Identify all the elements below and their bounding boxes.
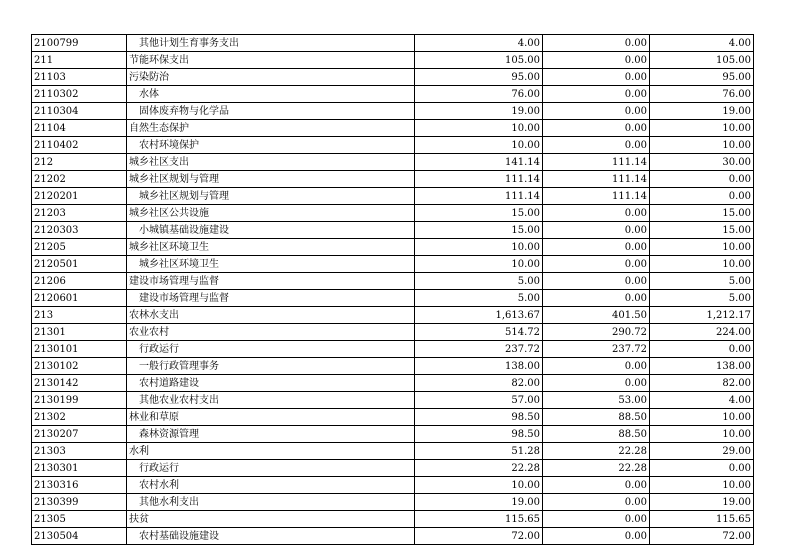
subject-code-cell: 213 [32, 307, 127, 324]
subject-name-cell: 农村环境保护 [127, 137, 415, 154]
table-row [32, 205, 754, 222]
table-row [32, 443, 754, 460]
table-row [32, 222, 754, 239]
project-expenditure-cell: 10.00 [650, 409, 754, 426]
subject-name-cell: 扶贫 [127, 511, 415, 528]
subject-code-cell: 2120303 [32, 222, 127, 239]
project-expenditure-cell: 82.00 [650, 375, 754, 392]
subject-name-cell: 农村道路建设 [127, 375, 415, 392]
subject-name-cell: 自然生态保护 [127, 120, 415, 137]
subject-name-cell: 其他农业农村支出 [127, 392, 415, 409]
table-row [32, 86, 754, 103]
project-expenditure-cell: 138.00 [650, 358, 754, 375]
total-amount-cell: 4.00 [415, 35, 543, 52]
subject-name-cell: 固体废弃物与化学品 [127, 103, 415, 120]
subject-name-cell: 水利 [127, 443, 415, 460]
table-row [32, 154, 754, 171]
table-row [32, 511, 754, 528]
total-amount-cell: 98.50 [415, 409, 543, 426]
subject-code-cell: 21301 [32, 324, 127, 341]
subject-code-cell: 21302 [32, 409, 127, 426]
total-amount-cell: 10.00 [415, 477, 543, 494]
basic-expenditure-cell: 401.50 [543, 307, 650, 324]
project-expenditure-cell: 115.65 [650, 511, 754, 528]
subject-name-cell: 城乡社区环境卫生 [127, 239, 415, 256]
table-row [32, 35, 754, 52]
basic-expenditure-cell: 0.00 [543, 103, 650, 120]
total-amount-cell: 514.72 [415, 324, 543, 341]
subject-name-cell: 城乡社区规划与管理 [127, 188, 415, 205]
total-amount-cell: 51.28 [415, 443, 543, 460]
table-row [32, 460, 754, 477]
table-row [32, 239, 754, 256]
basic-expenditure-cell: 0.00 [543, 86, 650, 103]
project-expenditure-cell: 10.00 [650, 256, 754, 273]
total-amount-cell: 111.14 [415, 171, 543, 188]
subject-code-cell: 21206 [32, 273, 127, 290]
subject-code-cell: 2100799 [32, 35, 127, 52]
subject-name-cell: 建设市场管理与监督 [127, 273, 415, 290]
basic-expenditure-cell: 88.50 [543, 409, 650, 426]
project-expenditure-cell: 72.00 [650, 528, 754, 545]
table-row [32, 171, 754, 188]
subject-name-cell: 其他计划生育事务支出 [127, 35, 415, 52]
basic-expenditure-cell: 88.50 [543, 426, 650, 443]
total-amount-cell: 138.00 [415, 358, 543, 375]
subject-code-cell: 21303 [32, 443, 127, 460]
table-row [32, 307, 754, 324]
subject-name-cell: 农林水支出 [127, 307, 415, 324]
table-row [32, 69, 754, 86]
total-amount-cell: 15.00 [415, 222, 543, 239]
table-row [32, 273, 754, 290]
project-expenditure-cell: 224.00 [650, 324, 754, 341]
table-row [32, 120, 754, 137]
total-amount-cell: 19.00 [415, 494, 543, 511]
subject-code-cell: 2120501 [32, 256, 127, 273]
basic-expenditure-cell: 111.14 [543, 171, 650, 188]
project-expenditure-cell: 10.00 [650, 239, 754, 256]
basic-expenditure-cell: 0.00 [543, 290, 650, 307]
subject-name-cell: 行政运行 [127, 460, 415, 477]
subject-code-cell: 211 [32, 52, 127, 69]
subject-name-cell: 农村基础设施建设 [127, 528, 415, 545]
total-amount-cell: 10.00 [415, 256, 543, 273]
subject-name-cell: 林业和草原 [127, 409, 415, 426]
total-amount-cell: 10.00 [415, 239, 543, 256]
project-expenditure-cell: 0.00 [650, 341, 754, 358]
basic-expenditure-cell: 237.72 [543, 341, 650, 358]
subject-code-cell: 2130316 [32, 477, 127, 494]
subject-name-cell: 城乡社区支出 [127, 154, 415, 171]
project-expenditure-cell: 0.00 [650, 171, 754, 188]
table-row [32, 392, 754, 409]
total-amount-cell: 5.00 [415, 290, 543, 307]
subject-name-cell: 城乡社区环境卫生 [127, 256, 415, 273]
basic-expenditure-cell: 0.00 [543, 137, 650, 154]
subject-code-cell: 21202 [32, 171, 127, 188]
subject-name-cell: 农业农村 [127, 324, 415, 341]
project-expenditure-cell: 10.00 [650, 477, 754, 494]
subject-name-cell: 水体 [127, 86, 415, 103]
basic-expenditure-cell: 0.00 [543, 222, 650, 239]
table-body [32, 35, 754, 545]
basic-expenditure-cell: 53.00 [543, 392, 650, 409]
total-amount-cell: 10.00 [415, 137, 543, 154]
basic-expenditure-cell: 290.72 [543, 324, 650, 341]
project-expenditure-cell: 15.00 [650, 222, 754, 239]
project-expenditure-cell: 10.00 [650, 120, 754, 137]
table-row [32, 528, 754, 545]
subject-name-cell: 行政运行 [127, 341, 415, 358]
project-expenditure-cell: 4.00 [650, 35, 754, 52]
subject-code-cell: 2130207 [32, 426, 127, 443]
total-amount-cell: 76.00 [415, 86, 543, 103]
table-row [32, 256, 754, 273]
basic-expenditure-cell: 0.00 [543, 120, 650, 137]
project-expenditure-cell: 5.00 [650, 273, 754, 290]
total-amount-cell: 98.50 [415, 426, 543, 443]
subject-code-cell: 2120601 [32, 290, 127, 307]
project-expenditure-cell: 19.00 [650, 494, 754, 511]
project-expenditure-cell: 105.00 [650, 52, 754, 69]
basic-expenditure-cell: 0.00 [543, 511, 650, 528]
total-amount-cell: 5.00 [415, 273, 543, 290]
table-row [32, 477, 754, 494]
project-expenditure-cell: 30.00 [650, 154, 754, 171]
basic-expenditure-cell: 0.00 [543, 69, 650, 86]
total-amount-cell: 19.00 [415, 103, 543, 120]
basic-expenditure-cell: 0.00 [543, 273, 650, 290]
subject-name-cell: 其他水利支出 [127, 494, 415, 511]
subject-code-cell: 2130101 [32, 341, 127, 358]
basic-expenditure-cell: 0.00 [543, 375, 650, 392]
subject-name-cell: 农村水利 [127, 477, 415, 494]
subject-code-cell: 2130301 [32, 460, 127, 477]
table-row [32, 375, 754, 392]
subject-name-cell: 森林资源管理 [127, 426, 415, 443]
subject-name-cell: 建设市场管理与监督 [127, 290, 415, 307]
basic-expenditure-cell: 0.00 [543, 52, 650, 69]
project-expenditure-cell: 15.00 [650, 205, 754, 222]
subject-code-cell: 21305 [32, 511, 127, 528]
project-expenditure-cell: 10.00 [650, 137, 754, 154]
total-amount-cell: 95.00 [415, 69, 543, 86]
total-amount-cell: 105.00 [415, 52, 543, 69]
total-amount-cell: 237.72 [415, 341, 543, 358]
total-amount-cell: 111.14 [415, 188, 543, 205]
subject-name-cell: 污染防治 [127, 69, 415, 86]
table-row [32, 426, 754, 443]
subject-code-cell: 2130504 [32, 528, 127, 545]
subject-name-cell: 城乡社区公共设施 [127, 205, 415, 222]
project-expenditure-cell: 19.00 [650, 103, 754, 120]
basic-expenditure-cell: 0.00 [543, 205, 650, 222]
total-amount-cell: 82.00 [415, 375, 543, 392]
subject-name-cell: 小城镇基础设施建设 [127, 222, 415, 239]
subject-code-cell: 2130142 [32, 375, 127, 392]
project-expenditure-cell: 76.00 [650, 86, 754, 103]
basic-expenditure-cell: 0.00 [543, 528, 650, 545]
total-amount-cell: 22.28 [415, 460, 543, 477]
subject-code-cell: 2110304 [32, 103, 127, 120]
table-row [32, 52, 754, 69]
table-row [32, 324, 754, 341]
project-expenditure-cell: 1,212.17 [650, 307, 754, 324]
basic-expenditure-cell: 0.00 [543, 239, 650, 256]
table-row [32, 494, 754, 511]
project-expenditure-cell: 10.00 [650, 426, 754, 443]
project-expenditure-cell: 0.00 [650, 460, 754, 477]
project-expenditure-cell: 29.00 [650, 443, 754, 460]
project-expenditure-cell: 0.00 [650, 188, 754, 205]
project-expenditure-cell: 5.00 [650, 290, 754, 307]
total-amount-cell: 1,613.67 [415, 307, 543, 324]
basic-expenditure-cell: 0.00 [543, 494, 650, 511]
basic-expenditure-cell: 22.28 [543, 443, 650, 460]
subject-code-cell: 2120201 [32, 188, 127, 205]
subject-code-cell: 2110302 [32, 86, 127, 103]
budget-expenditure-table [31, 34, 754, 545]
table-row [32, 103, 754, 120]
total-amount-cell: 57.00 [415, 392, 543, 409]
total-amount-cell: 141.14 [415, 154, 543, 171]
table-row [32, 409, 754, 426]
subject-name-cell: 一般行政管理事务 [127, 358, 415, 375]
subject-code-cell: 21205 [32, 239, 127, 256]
subject-code-cell: 212 [32, 154, 127, 171]
subject-name-cell: 城乡社区规划与管理 [127, 171, 415, 188]
total-amount-cell: 10.00 [415, 120, 543, 137]
table-row [32, 137, 754, 154]
subject-code-cell: 2130102 [32, 358, 127, 375]
table-row [32, 358, 754, 375]
subject-code-cell: 2110402 [32, 137, 127, 154]
subject-code-cell: 21103 [32, 69, 127, 86]
subject-code-cell: 21104 [32, 120, 127, 137]
basic-expenditure-cell: 111.14 [543, 188, 650, 205]
subject-code-cell: 2130199 [32, 392, 127, 409]
subject-code-cell: 21203 [32, 205, 127, 222]
project-expenditure-cell: 95.00 [650, 69, 754, 86]
basic-expenditure-cell: 22.28 [543, 460, 650, 477]
table-row [32, 341, 754, 358]
table-row [32, 290, 754, 307]
basic-expenditure-cell: 0.00 [543, 477, 650, 494]
basic-expenditure-cell: 0.00 [543, 256, 650, 273]
total-amount-cell: 72.00 [415, 528, 543, 545]
total-amount-cell: 15.00 [415, 205, 543, 222]
subject-code-cell: 2130399 [32, 494, 127, 511]
project-expenditure-cell: 4.00 [650, 392, 754, 409]
subject-name-cell: 节能环保支出 [127, 52, 415, 69]
basic-expenditure-cell: 0.00 [543, 35, 650, 52]
basic-expenditure-cell: 111.14 [543, 154, 650, 171]
basic-expenditure-cell: 0.00 [543, 358, 650, 375]
total-amount-cell: 115.65 [415, 511, 543, 528]
table-row [32, 188, 754, 205]
